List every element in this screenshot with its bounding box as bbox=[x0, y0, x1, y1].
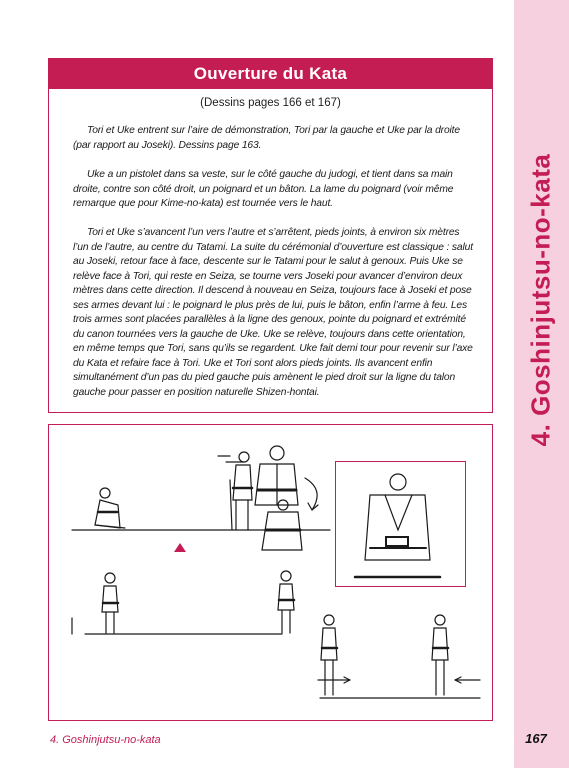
standing-judoka-right-bottom bbox=[432, 615, 448, 695]
paragraph-weapons: Uke a un pistolet dans sa veste, sur le côté gauche du judogi, et tient dans sa main droite, contre son côté droit, un poignard et un bâton. La lame du poignard (voir même remarque que pour Kime-no-kata) est tournée vers le haut. bbox=[73, 169, 454, 209]
kneeling-judoka-with-weapons bbox=[262, 500, 302, 550]
inset-kneeling-judoka bbox=[355, 474, 440, 577]
paragraph-ceremony: Tori et Uke s’avancent l’un vers l’autre et s’arrêtent, pieds joints, à environ six mètres l’un de l’autre, au centre du Tatami. La suite du cérémonial d’ouverture est classique : salut au Joseki, retour face à face, descente sur le Tatami pour le salut à genoux. Puis Uke se relève face à Tori, qui reste en Seiza, se tourne vers Joseki pour avancer d’environ deux mètres dans cette direction. Il descend à nouveau en Seiza, toujours face à Joseki et pose ses armes devant lui : le poignard le plus près de lui, puis le bâton, enfin l’arme à feu. Les trois armes sont placées parallèles à la ligne des genoux, pointe du poignard et extrémité du canon tournées vers la gauche de Uke. Uke se relève, toujours dans cette orientation, en même temps que Tori, sans qu’ils se regardent. Uke fait demi tour pour revenir sur l’axe du Kata et refaire face à Tori. Uke et Tori sont alors pieds joints. Ils avancent enfin simultanément d’un pas du pied gauche puis amènent le pied droit sur la ligne du talon gauche pour passer en position naturelle Shizen-hontai. bbox=[73, 227, 473, 398]
movement-arrow-bottom-right bbox=[455, 677, 480, 683]
joseki-marker-icon bbox=[174, 543, 186, 552]
standing-judoka-uke bbox=[226, 452, 252, 530]
standing-judoka-right-middle bbox=[278, 571, 294, 633]
standing-judoka-left-bottom bbox=[321, 615, 337, 695]
section-subtitle: (Dessins pages 166 et 167) bbox=[200, 97, 341, 109]
chapter-side-tab-label: 4. Goshinjutsu-no-kata bbox=[525, 153, 556, 447]
rotation-arrow bbox=[305, 478, 317, 510]
section-title: Ouverture du Kata bbox=[49, 59, 492, 89]
footer-chapter: 4. Goshinjutsu-no-kata bbox=[50, 734, 161, 746]
kneeling-judoka-left bbox=[95, 488, 125, 528]
page-number: 167 bbox=[525, 731, 547, 746]
standing-judoka-tori bbox=[255, 446, 298, 505]
paragraph-entrance: Tori et Uke entrent sur l’aire de démonstration, Tori par la gauche et Uke par la droite (par rapport au Joseki). Dessins page 163. bbox=[73, 125, 460, 151]
standing-judoka-left-middle bbox=[102, 573, 118, 633]
movement-arrow-bottom-left bbox=[318, 677, 350, 683]
